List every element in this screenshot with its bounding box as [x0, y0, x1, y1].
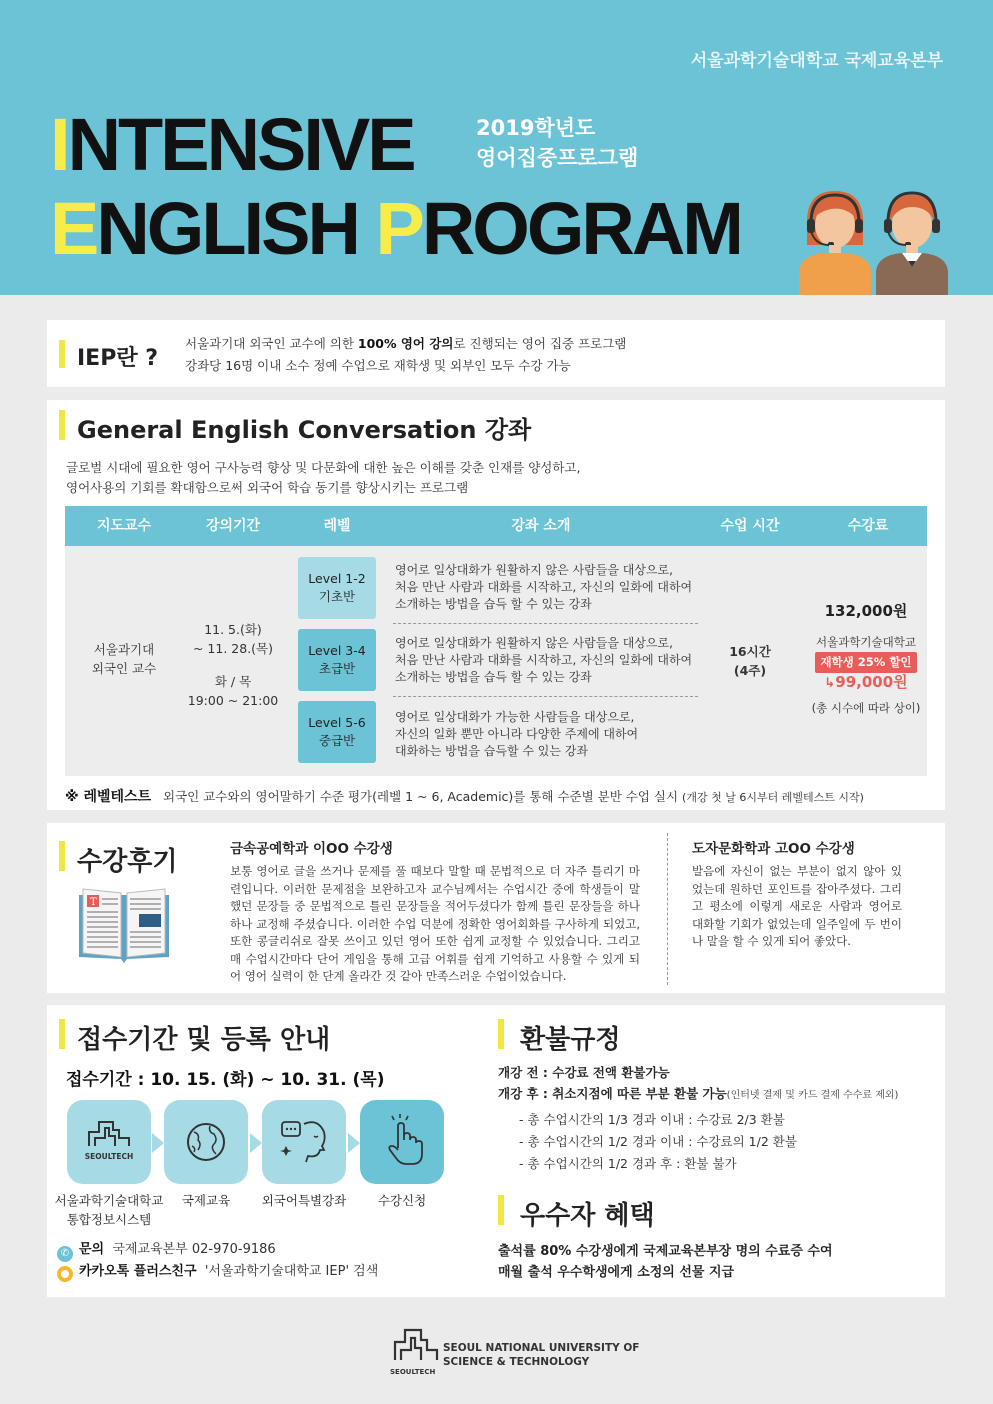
title-line-2: ENGLISH PROGRAM: [50, 187, 741, 270]
course-intro: 글로벌 시대에 필요한 영어 구사능력 향상 및 다문화에 대한 높은 이해를 갖춘 인재를 양성하고, 영어사용의 기회를 확대함으로써 외국어 학습 동기를 향상시키는 프로그램: [66, 460, 581, 495]
step-arrow: [250, 1133, 262, 1153]
contact-phone: ✆ 문의 국제교육본부 02-970-9186: [57, 1238, 276, 1262]
course-card: [47, 400, 945, 810]
course-table: [65, 506, 927, 776]
phone-icon: ✆: [57, 1246, 73, 1262]
col-hours: 수업 시간: [720, 518, 780, 534]
review-2-text: 발음에 자신이 없는 부분이 없지 않아 있었는데 원하던 포인트를 잡아주셨다. 그리고 평소에 이렇게 새로운 사람과 영어로 대화할 기회가 없었는데 일주일에 두 번이나 말을 할 수 있게 되어 좋았다.: [692, 864, 902, 948]
footer-seoultech-mark: SEOULTECH: [390, 1368, 436, 1376]
step-international-label: 국제교육: [181, 1193, 231, 1208]
seoultech-logo-icon: [87, 1116, 131, 1148]
year-subtitle: 2019학년도 영어집중프로그램: [476, 116, 639, 170]
col-instructor: 지도교수: [96, 518, 152, 534]
refund-after: 개강 후 : 취소지점에 따른 부분 환불 가능(인터넷 결제 및 카드 결제 수수료 제외): [498, 1086, 899, 1101]
step-apply-label: 수강신청: [377, 1193, 427, 1208]
male-operator-illustration: [872, 185, 952, 295]
col-fee: 수강료: [847, 518, 889, 534]
col-description: 강좌 소개: [511, 518, 571, 534]
instructor-cell: 서울과기대 외국인 교수: [91, 642, 157, 676]
discount-arrow-icon: ↳: [824, 676, 836, 691]
step-language-course: [262, 1100, 346, 1184]
refund-rule-2: - 총 수업시간의 1/2 경과 이내 : 수강료의 1/2 환불: [519, 1134, 797, 1149]
female-operator-illustration: [795, 185, 875, 295]
refund-rule-3: - 총 수업시간의 1/2 경과 후 : 환불 불가: [519, 1156, 737, 1171]
level-badge-2: Level 3-4 초급반: [298, 629, 376, 691]
iep-title: IEP란 ?: [77, 346, 159, 371]
row-divider: [393, 623, 698, 624]
step-international: [164, 1100, 248, 1184]
footer-university-name: SEOUL NATIONAL UNIVERSITY OF SCIENCE & TECHNOLOGY: [443, 1342, 640, 1368]
seoultech-footer-logo: [393, 1324, 439, 1366]
level-badge-1: Level 1-2 기초반: [298, 557, 376, 619]
svg-text:T: T: [90, 897, 97, 908]
step-arrow: [348, 1133, 360, 1153]
step-portal: [67, 1100, 151, 1184]
discount-badge: 재학생 25% 할인: [815, 652, 916, 673]
reviews-card: [47, 823, 945, 993]
review-1-author: 금속공예학과 이OO 수강생: [230, 841, 393, 857]
hours-cell: 16시간 (4주): [729, 644, 771, 678]
section-marker: [59, 340, 65, 368]
step-arrow: [152, 1133, 164, 1153]
registration-title: 접수기간 및 등록 안내: [77, 1025, 331, 1055]
fee-amount: 132,000원: [824, 602, 908, 620]
step-apply: [360, 1100, 444, 1184]
level-description-2: 영어로 일상대화가 원활하지 않은 사람들을 대상으로, 처음 만난 사람과 대화를 시작하고, 자신의 일화에 대하여 소개하는 방법을 습득 할 수 있는 강좌: [395, 636, 693, 684]
level-description-3: 영어로 일상대화가 가능한 사람들을 대상으로, 자신의 일화 뿐만 아니라 다양한 주제에 대하여 대화하는 방법을 습득할 수 있는 강좌: [395, 710, 639, 758]
globe-icon: [184, 1120, 228, 1164]
tap-hand-icon: [382, 1114, 426, 1168]
contact-kakao: 카카오톡 플러스친구 '서울과학기술대학교 IEP' 검색: [57, 1260, 378, 1282]
benefit-text: 출석률 80% 수강생에게 국제교육본부장 명의 수료증 수여 매월 출석 우수학생에게 소정의 선물 지급: [498, 1244, 833, 1280]
org-name: 서울과학기술대학교 국제교육본부: [690, 51, 943, 71]
section-marker: [498, 1019, 504, 1049]
level-test-note: ※ 레벨테스트 외국인 교수와의 영어말하기 수준 평가(레벨 1 ~ 6, Academic)를 통해 수준별 분반 수업 실시 (개강 첫 날 6시부터 레벨테스트 시작): [65, 789, 864, 805]
registration-period: 접수기간 : 10. 15. (화) ~ 10. 31. (목): [66, 1070, 385, 1090]
period-cell: 11. 5.(화) ~ 11. 28.(목) 화 / 목 19:00 ~ 21:00: [187, 622, 279, 708]
step-portal-label: 서울과학기술대학교 통합정보시스템: [54, 1193, 164, 1227]
iep-card: [47, 320, 945, 387]
section-marker: [498, 1195, 504, 1225]
step-language-course-label: 외국어특별강좌: [261, 1193, 347, 1208]
section-marker: [59, 1019, 65, 1049]
iep-description: 서울과기대 외국인 교수에 의한 100% 영어 강의로 진행되는 영어 집중 프로그램 강좌당 16명 이내 소수 정예 수업으로 재학생 및 외부인 모두 수강 가능: [185, 336, 627, 373]
fee-note: (총 시수에 따라 상이): [811, 701, 921, 715]
header-banner: [0, 0, 993, 295]
review-divider: [667, 833, 668, 985]
reviews-title: 수강후기: [77, 847, 178, 877]
title-line-1: INTENSIVE: [50, 103, 414, 186]
level-badge-3: Level 5-6 중급반: [298, 701, 376, 763]
refund-before: 개강 전 : 수강료 전액 환불가능: [498, 1065, 670, 1080]
row-divider: [393, 696, 698, 697]
speaking-person-icon: [278, 1114, 332, 1168]
fee-cell: [805, 602, 927, 718]
benefit-title: 우수자 혜택: [520, 1201, 655, 1231]
review-1-text: 보통 영어로 글을 쓰거나 문제를 풀 때보다 말할 때 문법적으로 더 자주 틀리기 마련입니다. 이러한 문제점을 보완하고자 교수님께서는 수업시간 중에 학생들이 말했던 문장들 중 문법적으로 틀린 문장들을 적어두셨다가 함께 틀린 문장들을 하나하나 교정해 주셨습니다. 이러한 수업 덕분에 정확한 영어회화를 구사하게 되었고, 또한 콩글리쉬로 잘못 쓰이고 있던 영어 또한 쉽게 교정할 수 있었습니다. 그리고 매 수업시간마다 단어 게임을 통해 고급 어휘를 쉽게 기억하고 사용할 수 있게 되어 영어 실력이 한 단계 올라간 것 같아 만족스러운 수업이었습니다.: [230, 864, 640, 983]
col-level: 레벨: [323, 518, 351, 534]
col-period: 강의기간: [205, 518, 261, 534]
section-marker: [59, 410, 65, 440]
table-header: [65, 506, 927, 546]
level-description-1: 영어로 일상대화가 원활하지 않은 사람들을 대상으로, 처음 만난 사람과 대화를 시작하고, 자신의 일화에 대하여 소개하는 방법을 습득 할 수 있는 강좌: [395, 563, 693, 611]
review-2-author: 도자문화학과 고OO 수강생: [692, 841, 855, 857]
kakao-icon: [57, 1266, 73, 1282]
registration-card: [47, 1005, 945, 1297]
discount-price: ↳99,000원: [824, 673, 908, 691]
step-portal-mark: SEOULTECH: [84, 1152, 134, 1161]
refund-rule-1: - 총 수업시간의 1/3 경과 이내 : 수강료 2/3 환불: [519, 1112, 785, 1127]
section-marker: [59, 841, 65, 871]
course-title: General English Conversation 강좌: [77, 416, 532, 444]
refund-title: 환불규정: [520, 1025, 621, 1055]
fee-school: 서울과학기술대학교: [816, 635, 916, 649]
open-book-icon: [77, 885, 171, 965]
